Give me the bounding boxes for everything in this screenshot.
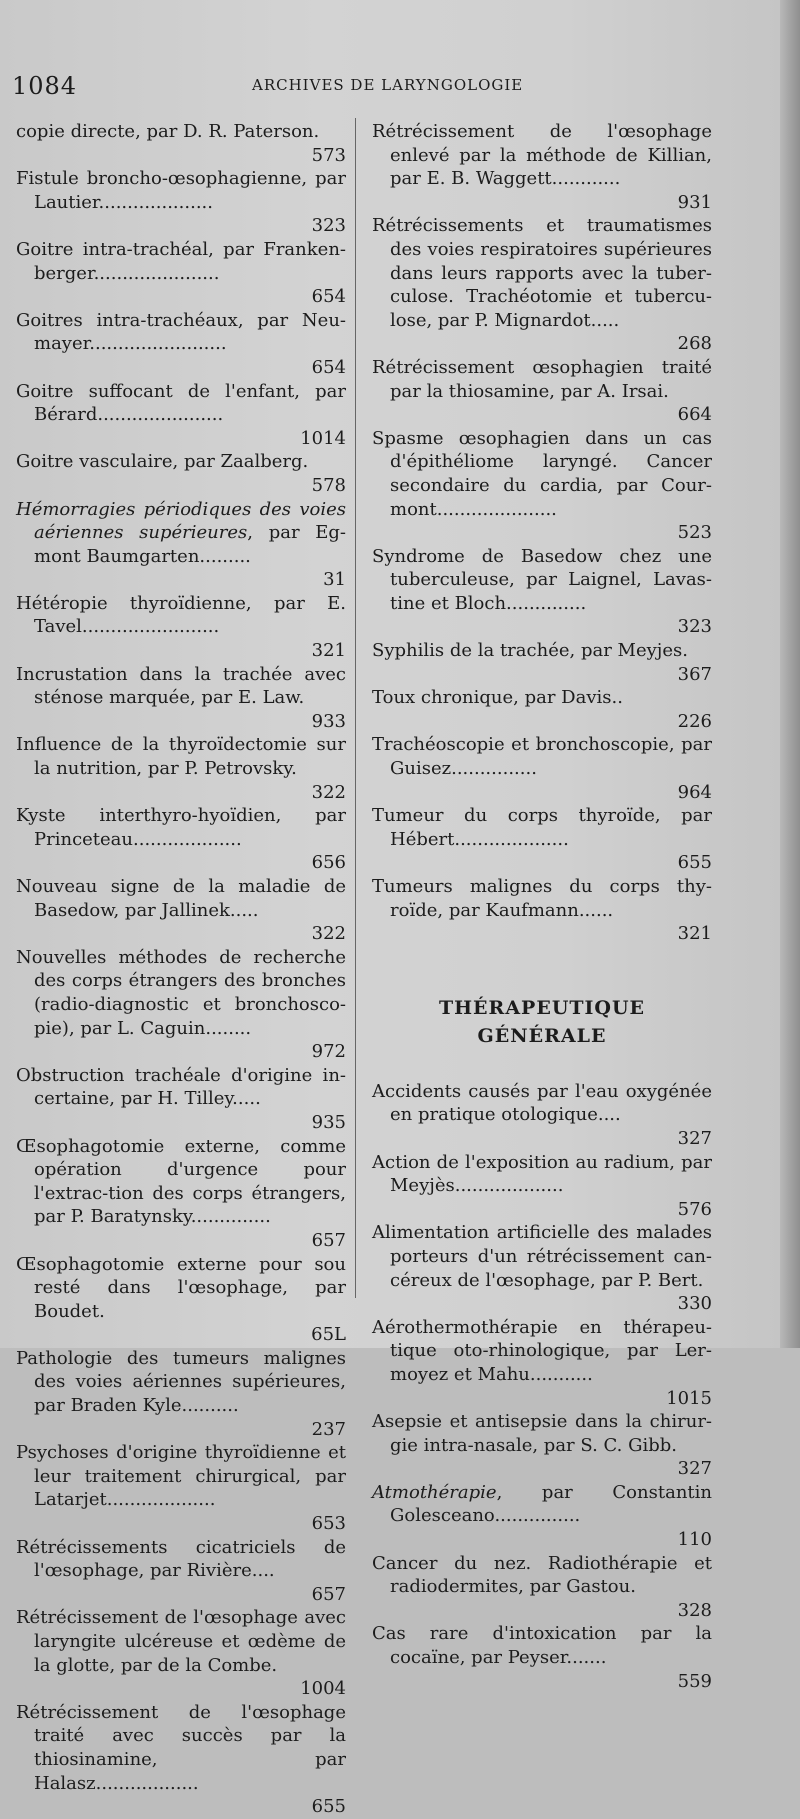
index-entry-text: Goitres intra-trachéaux, par Neu-mayer........................ — [16, 309, 346, 355]
index-entry-text: Œsophagotomie externe, comme opération d'urgence pour l'extrac-tion des corps étrangers, par P. Baratynsky.............. — [16, 1135, 346, 1228]
index-entry — [372, 1221, 712, 1315]
index-entry — [16, 663, 346, 734]
index-entry-page: 268 — [677, 333, 712, 355]
right-column-entries-b — [372, 1080, 712, 1693]
index-entry-page: 110 — [677, 1529, 712, 1551]
index-entry-page: 656 — [311, 852, 346, 874]
index-entry-text: Spasme œsophagien dans un cas d'épithéliome laryngé. Cancer secondaire du cardia, par Cour-mont..................... — [372, 427, 712, 520]
index-entry-text: Action de l'exposition au radium, par Meyjès................... — [372, 1151, 712, 1197]
index-entry-page: 654 — [311, 356, 346, 378]
index-entry-page: 1014 — [300, 427, 346, 449]
index-entry-page: 1015 — [666, 1387, 712, 1409]
index-entry-page: 321 — [311, 640, 346, 662]
index-entry-page: 523 — [677, 522, 712, 544]
index-entry — [372, 1151, 712, 1222]
index-entry — [16, 450, 346, 497]
index-entry-rest: , par Constantin Golesceano............... — [390, 1481, 712, 1527]
index-entry-text: Aérothermothérapie en thérapeu-tique oto-rhinologique, par Ler-moyez et Mahu........... — [372, 1316, 712, 1385]
index-entry — [16, 1135, 346, 1253]
index-entry-italic-title: Atmothérapie — [372, 1481, 497, 1503]
right-column-entries-a — [372, 120, 712, 946]
index-entry-page: 327 — [677, 1458, 712, 1480]
index-entry — [16, 120, 346, 167]
index-entry-text: Syndrome de Basedow chez une tuberculeuse, par Laignel, Lavas-tine et Bloch.............. — [372, 545, 712, 614]
section-heading-line1: THÉRAPEUTIQUE — [438, 996, 646, 1019]
section-heading-line2: GÉNÉRALE — [477, 1024, 607, 1047]
index-entry-page: 935 — [311, 1111, 346, 1133]
index-entry-page: 65L — [311, 1324, 346, 1346]
index-entry-page: 573 — [311, 144, 346, 166]
index-entry-page: 655 — [677, 852, 712, 874]
index-entry-text: Nouvelles méthodes de recherche des corps étrangers des bronches (radio-diagnostic et bronchosco-pie), par L. Caguin........ — [16, 946, 346, 1039]
index-entry — [372, 214, 712, 356]
index-entry-page: 322 — [311, 781, 346, 803]
index-entry — [372, 1552, 712, 1623]
index-entry-page: 330 — [677, 1293, 712, 1315]
index-entry — [16, 1253, 346, 1347]
index-entry-page: 964 — [677, 781, 712, 803]
index-entry — [372, 733, 712, 804]
index-entry-text: Syphilis de la trachée, par Meyjes. — [372, 640, 688, 662]
index-entry-page: 322 — [311, 923, 346, 945]
index-entry-text: Kyste interthyro-hyoïdien, par Princeteau................... — [16, 805, 346, 850]
index-entry-page: 657 — [311, 1583, 346, 1605]
index-entry-page: 559 — [677, 1670, 712, 1692]
index-entry-text: Rétrécissement de l'œsophage avec laryngite ulcéreuse et œdème de la glotte, par de la Combe. — [16, 1607, 346, 1676]
index-entry-page: 367 — [677, 663, 712, 685]
index-entry-page: 931 — [677, 191, 712, 213]
index-entry-text: Toux chronique, par Davis.. — [372, 687, 623, 709]
index-entry-page: 664 — [677, 404, 712, 426]
index-entry — [16, 804, 346, 875]
index-entry — [16, 167, 346, 238]
index-entry-text: Cas rare d'intoxication par la cocaïne, par Peyser....... — [372, 1623, 712, 1669]
index-entry — [16, 1064, 346, 1135]
index-entry-text — [16, 498, 346, 569]
index-entry — [372, 639, 712, 686]
index-entry — [16, 733, 346, 804]
index-entry-text: Cancer du nez. Radiothérapie et radiodermites, par Gastou. — [372, 1552, 712, 1598]
index-entry-text: Tumeurs malignes du corps thy-roïde, par Kaufmann...... — [372, 876, 712, 921]
index-entry-text: Rétrécissements et traumatismes des voies respiratoires supérieures dans leurs rapports avec la tuber-culose. Trachéotomie et tubercu-lose, par P. Mignardot..... — [372, 215, 712, 331]
index-entry — [16, 1441, 346, 1535]
index-entry-text: Rétrécissement de l'œsophage traité avec succès par la thiosinamine, par Halasz.................. — [16, 1701, 346, 1794]
index-entry — [372, 686, 712, 733]
index-entry-page: 576 — [677, 1198, 712, 1220]
index-entry-page: 578 — [311, 474, 346, 496]
left-column — [16, 120, 346, 1819]
index-entry-text: Goitre vasculaire, par Zaalberg. — [16, 451, 309, 473]
index-entry-text: Tumeur du corps thyroïde, par Hébert.................... — [372, 805, 712, 850]
right-column — [372, 120, 712, 1693]
index-entry-text: Rétrécissements cicatriciels de l'œsophage, par Rivière.... — [16, 1536, 346, 1582]
index-entry — [16, 592, 346, 663]
index-entry-text: Alimentation artificielle des malades porteurs d'un rétrécissement can-céreux de l'œsophage, par P. Bert. — [372, 1222, 712, 1291]
index-entry-text: Incrustation dans la trachée avec sténose marquée, par E. Law. — [16, 663, 346, 709]
index-entry — [372, 1410, 712, 1481]
index-entry-page: 933 — [311, 710, 346, 732]
index-entry-text: Influence de la thyroïdectomie sur la nutrition, par P. Petrovsky. — [16, 734, 346, 780]
index-entry — [372, 427, 712, 545]
index-entry — [16, 1347, 346, 1441]
index-entry-page: 654 — [311, 286, 346, 308]
index-entry — [372, 875, 712, 946]
index-entry-page: 327 — [677, 1127, 712, 1149]
index-entry-text: Trachéoscopie et bronchoscopie, par Guisez............... — [372, 734, 712, 780]
index-entry-page: 323 — [311, 215, 346, 237]
index-entry-text: copie directe, par D. R. Paterson. — [16, 121, 320, 142]
index-entry — [16, 946, 346, 1064]
index-entry — [372, 545, 712, 639]
index-entry-page: 31 — [323, 569, 346, 591]
page-number: 1084 — [12, 72, 78, 100]
index-entry-page: 1004 — [300, 1678, 346, 1700]
index-entry-page: 323 — [677, 616, 712, 638]
running-header — [12, 72, 752, 102]
index-entry — [372, 1316, 712, 1410]
index-entry — [16, 1536, 346, 1607]
index-entry-page: 653 — [311, 1513, 346, 1535]
index-entry-text: Accidents causés par l'eau oxygénée en pratique otologique.... — [372, 1080, 712, 1126]
index-entry-text: Obstruction trachéale d'origine in-certaine, par H. Tilley..... — [16, 1064, 346, 1110]
index-entry — [16, 498, 346, 592]
index-entry — [372, 1622, 712, 1693]
index-entry-rest: , par Eg-mont Baumgarten......... — [34, 522, 346, 567]
index-entry-text: Pathologie des tumeurs malignes des voies aériennes supérieures, par Braden Kyle.......... — [16, 1347, 346, 1417]
page-edge-shadow — [780, 0, 800, 1348]
index-entry-page: 657 — [311, 1229, 346, 1251]
index-entry — [372, 804, 712, 875]
index-entry-page: 237 — [311, 1418, 346, 1440]
index-entry — [16, 1606, 346, 1700]
index-entry-italic-title: Hémorragies périodiques des voies aériennes supérieures — [16, 498, 346, 544]
index-entry-page: 972 — [311, 1041, 346, 1063]
index-entry — [16, 309, 346, 380]
index-entry-text: Œsophagotomie externe pour sou resté dans l'œsophage, par Boudet. — [16, 1253, 346, 1322]
index-entry — [16, 380, 346, 451]
column-divider — [355, 118, 356, 1298]
index-entry — [372, 120, 712, 214]
index-entry-text: Nouveau signe de la maladie de Basedow, par Jallinek..... — [16, 876, 346, 921]
index-entry-text: Rétrécissement œsophagien traité par la thiosamine, par A. Irsai. — [372, 356, 712, 402]
journal-title: ARCHIVES DE LARYNGOLOGIE — [252, 76, 524, 94]
index-entry — [372, 1481, 712, 1552]
index-entry-page: 226 — [677, 710, 712, 732]
index-entry — [372, 356, 712, 427]
index-entry-text — [372, 1481, 712, 1528]
index-entry-text: Fistule broncho-œsophagienne, par Lautier.................... — [16, 168, 346, 213]
index-entry-text: Goitre intra-trachéal, par Franken-berger...................... — [16, 238, 346, 284]
index-entry-page: 328 — [677, 1599, 712, 1621]
index-entry-text: Asepsie et antisepsie dans la chirur-gie intra-nasale, par S. C. Gibb. — [372, 1411, 712, 1456]
index-entry-text: Hétéropie thyroïdienne, par E. Tavel........................ — [16, 592, 346, 638]
index-entry — [16, 238, 346, 309]
index-entry-page: 655 — [311, 1796, 346, 1818]
section-heading — [372, 994, 712, 1050]
index-entry-page: 321 — [677, 923, 712, 945]
index-entry — [16, 875, 346, 946]
index-entry — [372, 1080, 712, 1151]
index-entry-text: Rétrécissement de l'œsophage enlevé par la méthode de Killian, par E. B. Waggett............ — [372, 121, 712, 190]
index-entry-text: Psychoses d'origine thyroïdienne et leur traitement chirurgical, par Latarjet................... — [16, 1442, 346, 1511]
index-entry — [16, 1701, 346, 1819]
index-entry-text: Goitre suffocant de l'enfant, par Bérard...................... — [16, 380, 346, 426]
